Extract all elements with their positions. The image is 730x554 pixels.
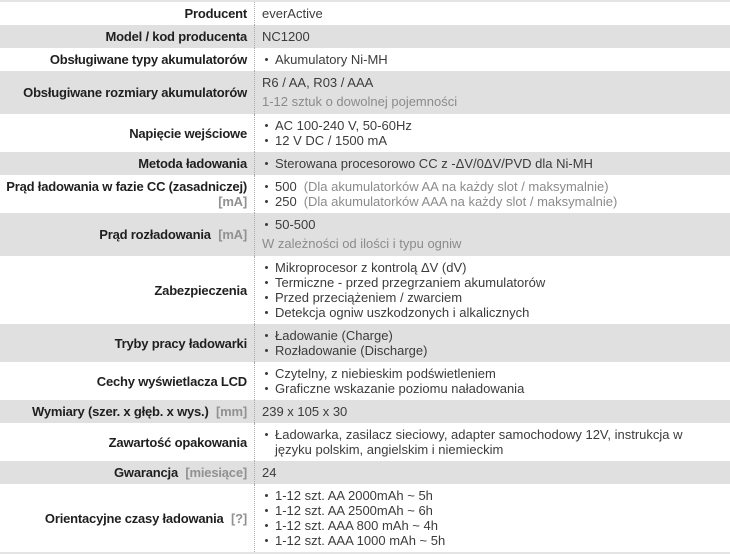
spec-row — [0, 71, 730, 114]
spec-value-note: 1-12 sztuk o dowolnej pojemności — [262, 94, 458, 109]
spec-label-text: Prąd ładowania w fazie CC (zasadniczej) — [6, 179, 247, 194]
spec-value-text: Termiczne - przed przegrzaniem akumulatorów — [275, 275, 546, 290]
spec-value-text: Ładowarka, zasilacz sieciowy, adapter samochodowy 12V, instrukcja w języku polskim, angielskim i niemieckim — [275, 427, 683, 457]
spec-row — [0, 423, 730, 461]
spec-value-text: AC 100-240 V, 50-60Hz — [275, 118, 412, 133]
bullet-icon — [265, 539, 268, 542]
bullet-icon — [265, 139, 268, 142]
spec-label-text: Cechy wyświetlacza LCD — [96, 373, 247, 389]
spec-value-text-wrap — [275, 366, 496, 381]
spec-value-text-wrap — [275, 305, 529, 320]
spec-value-item — [262, 381, 720, 396]
spec-label-text: Tryby pracy ładowarki — [114, 335, 247, 351]
bullet-icon — [265, 311, 268, 314]
bullet-icon — [265, 223, 268, 226]
spec-label — [0, 152, 255, 175]
spec-value-text-wrap — [275, 133, 387, 148]
spec-label — [0, 71, 255, 114]
spec-value-text: Akumulatory Ni-MH — [275, 52, 388, 67]
spec-value-text-wrap — [275, 533, 445, 548]
spec-value-note: W zależności od ilości i typu ogniw — [262, 236, 462, 251]
spec-label-unit: [miesiące] — [185, 465, 247, 480]
spec-value-text-wrap — [262, 465, 276, 480]
spec-value — [255, 213, 730, 256]
bullet-icon — [265, 524, 268, 527]
spec-value-item — [262, 290, 720, 305]
spec-value-text-wrap — [275, 156, 593, 171]
spec-value-text-wrap — [275, 503, 433, 518]
spec-value — [255, 256, 730, 324]
spec-label — [0, 213, 255, 256]
spec-value — [255, 461, 730, 484]
spec-label-text: Obsługiwane rozmiary akumulatorów — [23, 85, 247, 100]
spec-value-text: 239 x 105 x 30 — [262, 404, 348, 419]
help-tooltip-icon[interactable]: [?] — [231, 510, 247, 526]
spec-row — [0, 152, 730, 175]
spec-value-text: 1-12 szt. AA 2000mAh ~ 5h — [275, 488, 433, 503]
bullet-icon — [265, 387, 268, 390]
spec-label-text: Wymiary (szer. x głęb. x wys.) — [32, 404, 209, 419]
spec-value-item — [262, 275, 720, 290]
spec-value-item — [262, 29, 720, 44]
spec-value-text: 250 — [275, 194, 297, 209]
spec-row — [0, 114, 730, 152]
spec-value-item — [262, 194, 720, 209]
bullet-icon — [265, 58, 268, 61]
spec-value — [255, 152, 730, 175]
spec-label — [0, 461, 255, 484]
spec-label — [0, 25, 255, 48]
spec-value-text: everActive — [262, 6, 323, 21]
spec-label-text: Model / kod producenta — [105, 29, 247, 44]
spec-value-item — [262, 133, 720, 148]
spec-value — [255, 423, 730, 461]
spec-value-item — [262, 118, 720, 133]
bullet-icon — [265, 162, 268, 165]
bullet-icon — [265, 296, 268, 299]
spec-value-text-wrap — [275, 328, 393, 343]
spec-value — [255, 71, 730, 114]
spec-value-text: NC1200 — [262, 29, 310, 44]
spec-label-inner — [32, 404, 247, 419]
spec-label-inner — [97, 374, 247, 389]
spec-value — [255, 2, 730, 25]
spec-value-item — [262, 179, 720, 194]
spec-value-text-wrap — [275, 217, 315, 232]
spec-value — [255, 175, 730, 213]
spec-value-text: 500 — [275, 179, 297, 194]
bullet-icon — [265, 349, 268, 352]
spec-label-inner — [154, 283, 247, 298]
spec-value-subtext: (Dla akumulatorków AAA na każdy slot / maksymalnie) — [303, 194, 618, 209]
spec-label-text: Napięcie wejściowe — [129, 125, 247, 141]
spec-value-item — [262, 533, 720, 548]
spec-value — [255, 324, 730, 362]
spec-label-inner — [109, 435, 247, 450]
spec-value-item — [262, 305, 720, 320]
spec-value-item — [262, 427, 720, 457]
spec-row — [0, 400, 730, 423]
spec-value-item — [262, 488, 720, 503]
spec-value-text-wrap — [262, 404, 347, 419]
spec-value-text-wrap — [275, 275, 545, 290]
spec-value-subtext: (Dla akumulatorków AA na każdy slot / maksymalnie) — [303, 179, 609, 194]
spec-label-inner — [106, 29, 248, 44]
spec-label-inner — [185, 6, 247, 21]
spec-value-item — [262, 465, 720, 480]
spec-value-text: 1-12 szt. AAA 1000 mAh ~ 5h — [275, 533, 446, 548]
spec-value — [255, 362, 730, 400]
spec-value-text-wrap — [275, 290, 462, 305]
spec-label — [0, 175, 255, 213]
spec-label — [0, 484, 255, 552]
spec-label-text: Gwarancja — [114, 465, 178, 480]
spec-value-text-wrap — [275, 260, 466, 275]
spec-value-text-wrap — [275, 52, 388, 67]
spec-value-text-wrap — [275, 194, 617, 209]
spec-value-text-wrap — [262, 6, 323, 21]
spec-label-inner — [45, 511, 247, 526]
spec-value-item — [262, 366, 720, 381]
spec-label-inner — [50, 52, 247, 67]
spec-value-item — [262, 343, 720, 358]
bullet-icon — [265, 185, 268, 188]
spec-value-item — [262, 260, 720, 275]
spec-row — [0, 256, 730, 324]
spec-value-text: Sterowana procesorowo CC z -ΔV/0ΔV/PVD dla Ni-MH — [275, 156, 593, 171]
spec-row — [0, 48, 730, 71]
spec-value-text: Przed przeciążeniem / zwarciem — [275, 290, 463, 305]
spec-value-text: Czytelny, z niebieskim podświetleniem — [275, 366, 496, 381]
spec-value-text: 50-500 — [275, 217, 316, 232]
spec-row — [0, 213, 730, 256]
spec-value — [255, 48, 730, 71]
spec-label — [0, 256, 255, 324]
spec-value-text: Mikroprocesor z kontrolą ΔV (dV) — [275, 260, 467, 275]
spec-value-item — [262, 217, 720, 232]
spec-value-text: Detekcja ogniw uszkodzonych i alkalicznych — [275, 305, 530, 320]
spec-label-inner — [114, 465, 247, 480]
spec-value-text: 1-12 szt. AAA 800 mAh ~ 4h — [275, 518, 438, 533]
spec-value-item — [262, 404, 720, 419]
bullet-icon — [265, 372, 268, 375]
spec-label — [0, 114, 255, 152]
bullet-icon — [265, 281, 268, 284]
bullet-icon — [265, 266, 268, 269]
spec-value-item — [262, 156, 720, 171]
spec-row — [0, 324, 730, 362]
spec-value-text: 12 V DC / 1500 mA — [275, 133, 387, 148]
spec-label-text: Metoda ładowania — [138, 156, 247, 171]
spec-label-unit: [mm] — [216, 404, 247, 419]
spec-value-text-wrap — [275, 343, 427, 358]
spec-label — [0, 2, 255, 25]
bullet-icon — [265, 433, 268, 436]
spec-label-text: Producent — [184, 6, 247, 21]
spec-label-inner — [115, 336, 247, 351]
spec-value-item — [262, 6, 720, 21]
spec-value-text-wrap — [275, 381, 524, 396]
spec-value-text: Rozładowanie (Discharge) — [275, 343, 428, 358]
spec-value — [255, 400, 730, 423]
bullet-icon — [265, 200, 268, 203]
spec-value-text-wrap — [262, 29, 310, 44]
spec-label-inner — [129, 126, 247, 141]
spec-value-text-wrap — [275, 179, 609, 194]
spec-label-inner — [23, 85, 247, 100]
spec-label — [0, 362, 255, 400]
spec-label-text: Orientacyjne czasy ładowania — [44, 510, 224, 526]
spec-value — [255, 25, 730, 48]
spec-label-inner — [3, 179, 247, 209]
spec-label — [0, 324, 255, 362]
spec-value-text: 24 — [262, 465, 277, 480]
bullet-icon — [265, 494, 268, 497]
spec-value-text: Graficzne wskazanie poziomu naładowania — [275, 381, 525, 396]
spec-value-text-wrap — [262, 75, 373, 90]
spec-value — [255, 114, 730, 152]
spec-value-item — [262, 328, 720, 343]
spec-label — [0, 400, 255, 423]
bullet-icon — [265, 509, 268, 512]
spec-label-inner — [99, 227, 247, 242]
spec-value-text-wrap — [275, 488, 433, 503]
spec-label-text: Obsługiwane typy akumulatorów — [49, 52, 247, 67]
spec-value-text: R6 / AA, R03 / AAA — [262, 75, 374, 90]
spec-label-text: Prąd rozładowania — [99, 227, 211, 242]
spec-row — [0, 175, 730, 213]
spec-value-text-wrap — [275, 118, 412, 133]
spec-label-text: Zabezpieczenia — [154, 282, 247, 298]
spec-row — [0, 461, 730, 484]
spec-value-text: Ładowanie (Charge) — [275, 328, 393, 343]
spec-label — [0, 423, 255, 461]
spec-value — [255, 484, 730, 552]
spec-value-text-wrap — [275, 427, 720, 457]
spec-label-unit: [mA] — [218, 227, 247, 242]
spec-value-item — [262, 503, 720, 518]
spec-row — [0, 25, 730, 48]
bullet-icon — [265, 334, 268, 337]
spec-value-text: 1-12 szt. AA 2500mAh ~ 6h — [275, 503, 433, 518]
spec-row — [0, 2, 730, 25]
spec-label-unit: [mA] — [218, 194, 247, 209]
bullet-icon — [265, 124, 268, 127]
spec-label — [0, 48, 255, 71]
spec-label-inner — [138, 156, 247, 171]
spec-label-text: Zawartość opakowania — [108, 434, 247, 450]
spec-row — [0, 484, 730, 552]
spec-value-item — [262, 75, 720, 90]
spec-row — [0, 362, 730, 400]
spec-value-item — [262, 52, 720, 67]
